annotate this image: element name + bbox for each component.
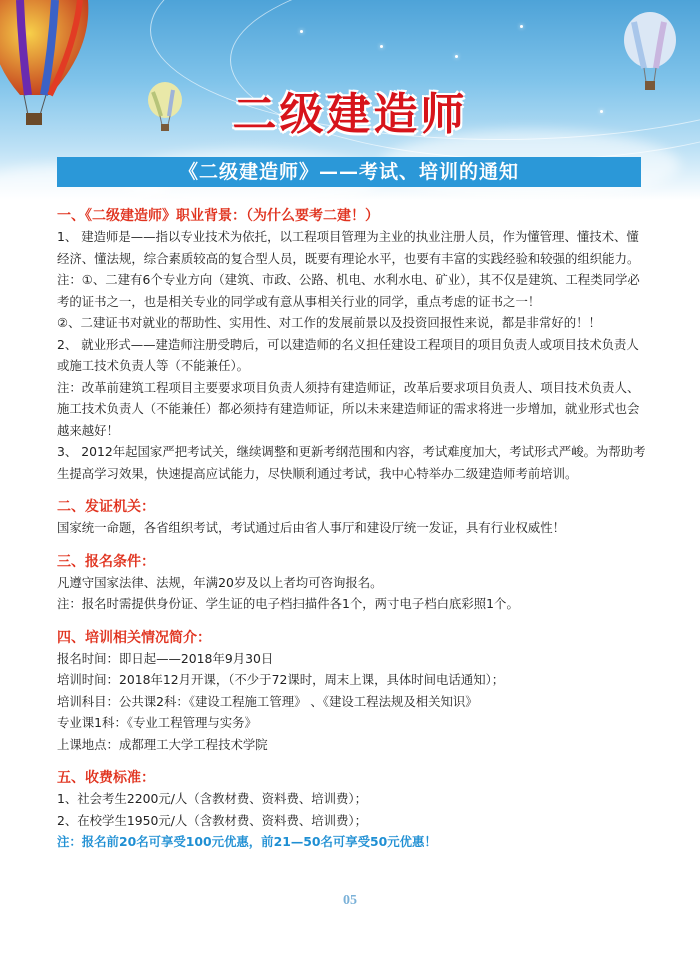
paragraph: 上课地点：成都理工大学工程技术学院 <box>57 736 268 752</box>
star <box>520 25 523 28</box>
paragraph: 注：报名时需提供身份证、学生证的电子档扫描件各1个，两寸电子档白底彩照1个。 <box>57 596 519 611</box>
content-body <box>57 207 647 853</box>
paragraph: 培训时间：2018年12月开课，（不少于72课时，周末上课，具体时间电话通知）； <box>57 672 505 687</box>
paragraph: 培训科目：公共课2科：《建设工程施工管理》 、《建设工程法规及相关知识》 <box>57 693 478 709</box>
paragraph: 1、社会考生2200元/人（含教材费、资料费、培训费）； <box>57 791 367 806</box>
section-title-issuer: 二、发证机关： <box>57 499 155 515</box>
paragraph: 专业课1科：《专业工程管理与实务》 <box>57 715 257 730</box>
paragraph: 1、 建造师是——指以专业技术为依托，以工程项目管理为主业的执业注册人员，作为懂管理、懂技术、懂经济、懂法规，综合素质较高的复合型人员，既要有理论水平，也要有丰富的实践经验和较强的组织能力。 <box>57 229 640 266</box>
section-title-background: 一、《二级建造师》职业背景：（为什么要考二建！） <box>57 208 379 224</box>
paragraph: 2、 就业形式——建造师注册受聘后，可以建造师的名义担任建设工程项目的项目负责人或项目技术负责人或施工技术负责人等（不能兼任）。 <box>57 336 639 373</box>
star <box>300 30 303 33</box>
title-banner: 《二级建造师》——考试、培训的通知 <box>57 157 641 187</box>
star <box>380 45 383 48</box>
paragraph: 3、 2012年起国家严把考试关，继续调整和更新考纲范围和内容，考试难度加大，考试形式严峻。为帮助考生提高学习效果，快速提高应试能力，尽快顺利通过考试，我中心特举办二级建造师考前培训。 <box>57 444 646 481</box>
discount-note: 注：报名前20名可享受100元优惠，前21—50名可享受50元优惠！ <box>57 834 437 849</box>
paragraph: 注：①、二建有6个专业方向（建筑、市政、公路、机电、水利水电、矿业），其不仅是建筑、工程类同学必考的证书之一，也是相关专业的同学或有意从事相关行业的同学，重点考虑的证书之一！ <box>57 272 640 309</box>
paragraph: 国家统一命题，各省组织考试，考试通过后由省人事厅和建设厅统一发证，具有行业权威性！ <box>57 520 566 535</box>
paragraph: 凡遵守国家法律、法规，年满20岁及以上者均可咨询报名。 <box>57 574 383 590</box>
paragraph: ②、二建证书对就业的帮助性、实用性、对工作的发展前景以及投资回报性来说，都是非常好的！！ <box>57 315 601 330</box>
page-number: 05 <box>343 893 357 908</box>
section-title-training: 四、培训相关情况简介： <box>57 629 211 646</box>
page-title: 二级建造师 <box>232 89 468 140</box>
paragraph: 注：改革前建筑工程项目主要要求项目负责人须持有建造师证，改革后要求项目负责人、项目技术负责人、施工技术负责人（不能兼任）都必须持有建造师证，所以未来建造师证的需求将进一步增加，就业形式也会越来越好！ <box>57 379 640 438</box>
paragraph: 报名时间：即日起——2018年9月30日 <box>57 650 274 666</box>
star <box>455 55 458 58</box>
paragraph: 2、在校学生1950元/人（含教材费、资料费、培训费）； <box>57 812 367 828</box>
section-title-fees: 五、收费标准： <box>57 770 155 786</box>
section-title-conditions: 三、报名条件： <box>57 553 155 570</box>
